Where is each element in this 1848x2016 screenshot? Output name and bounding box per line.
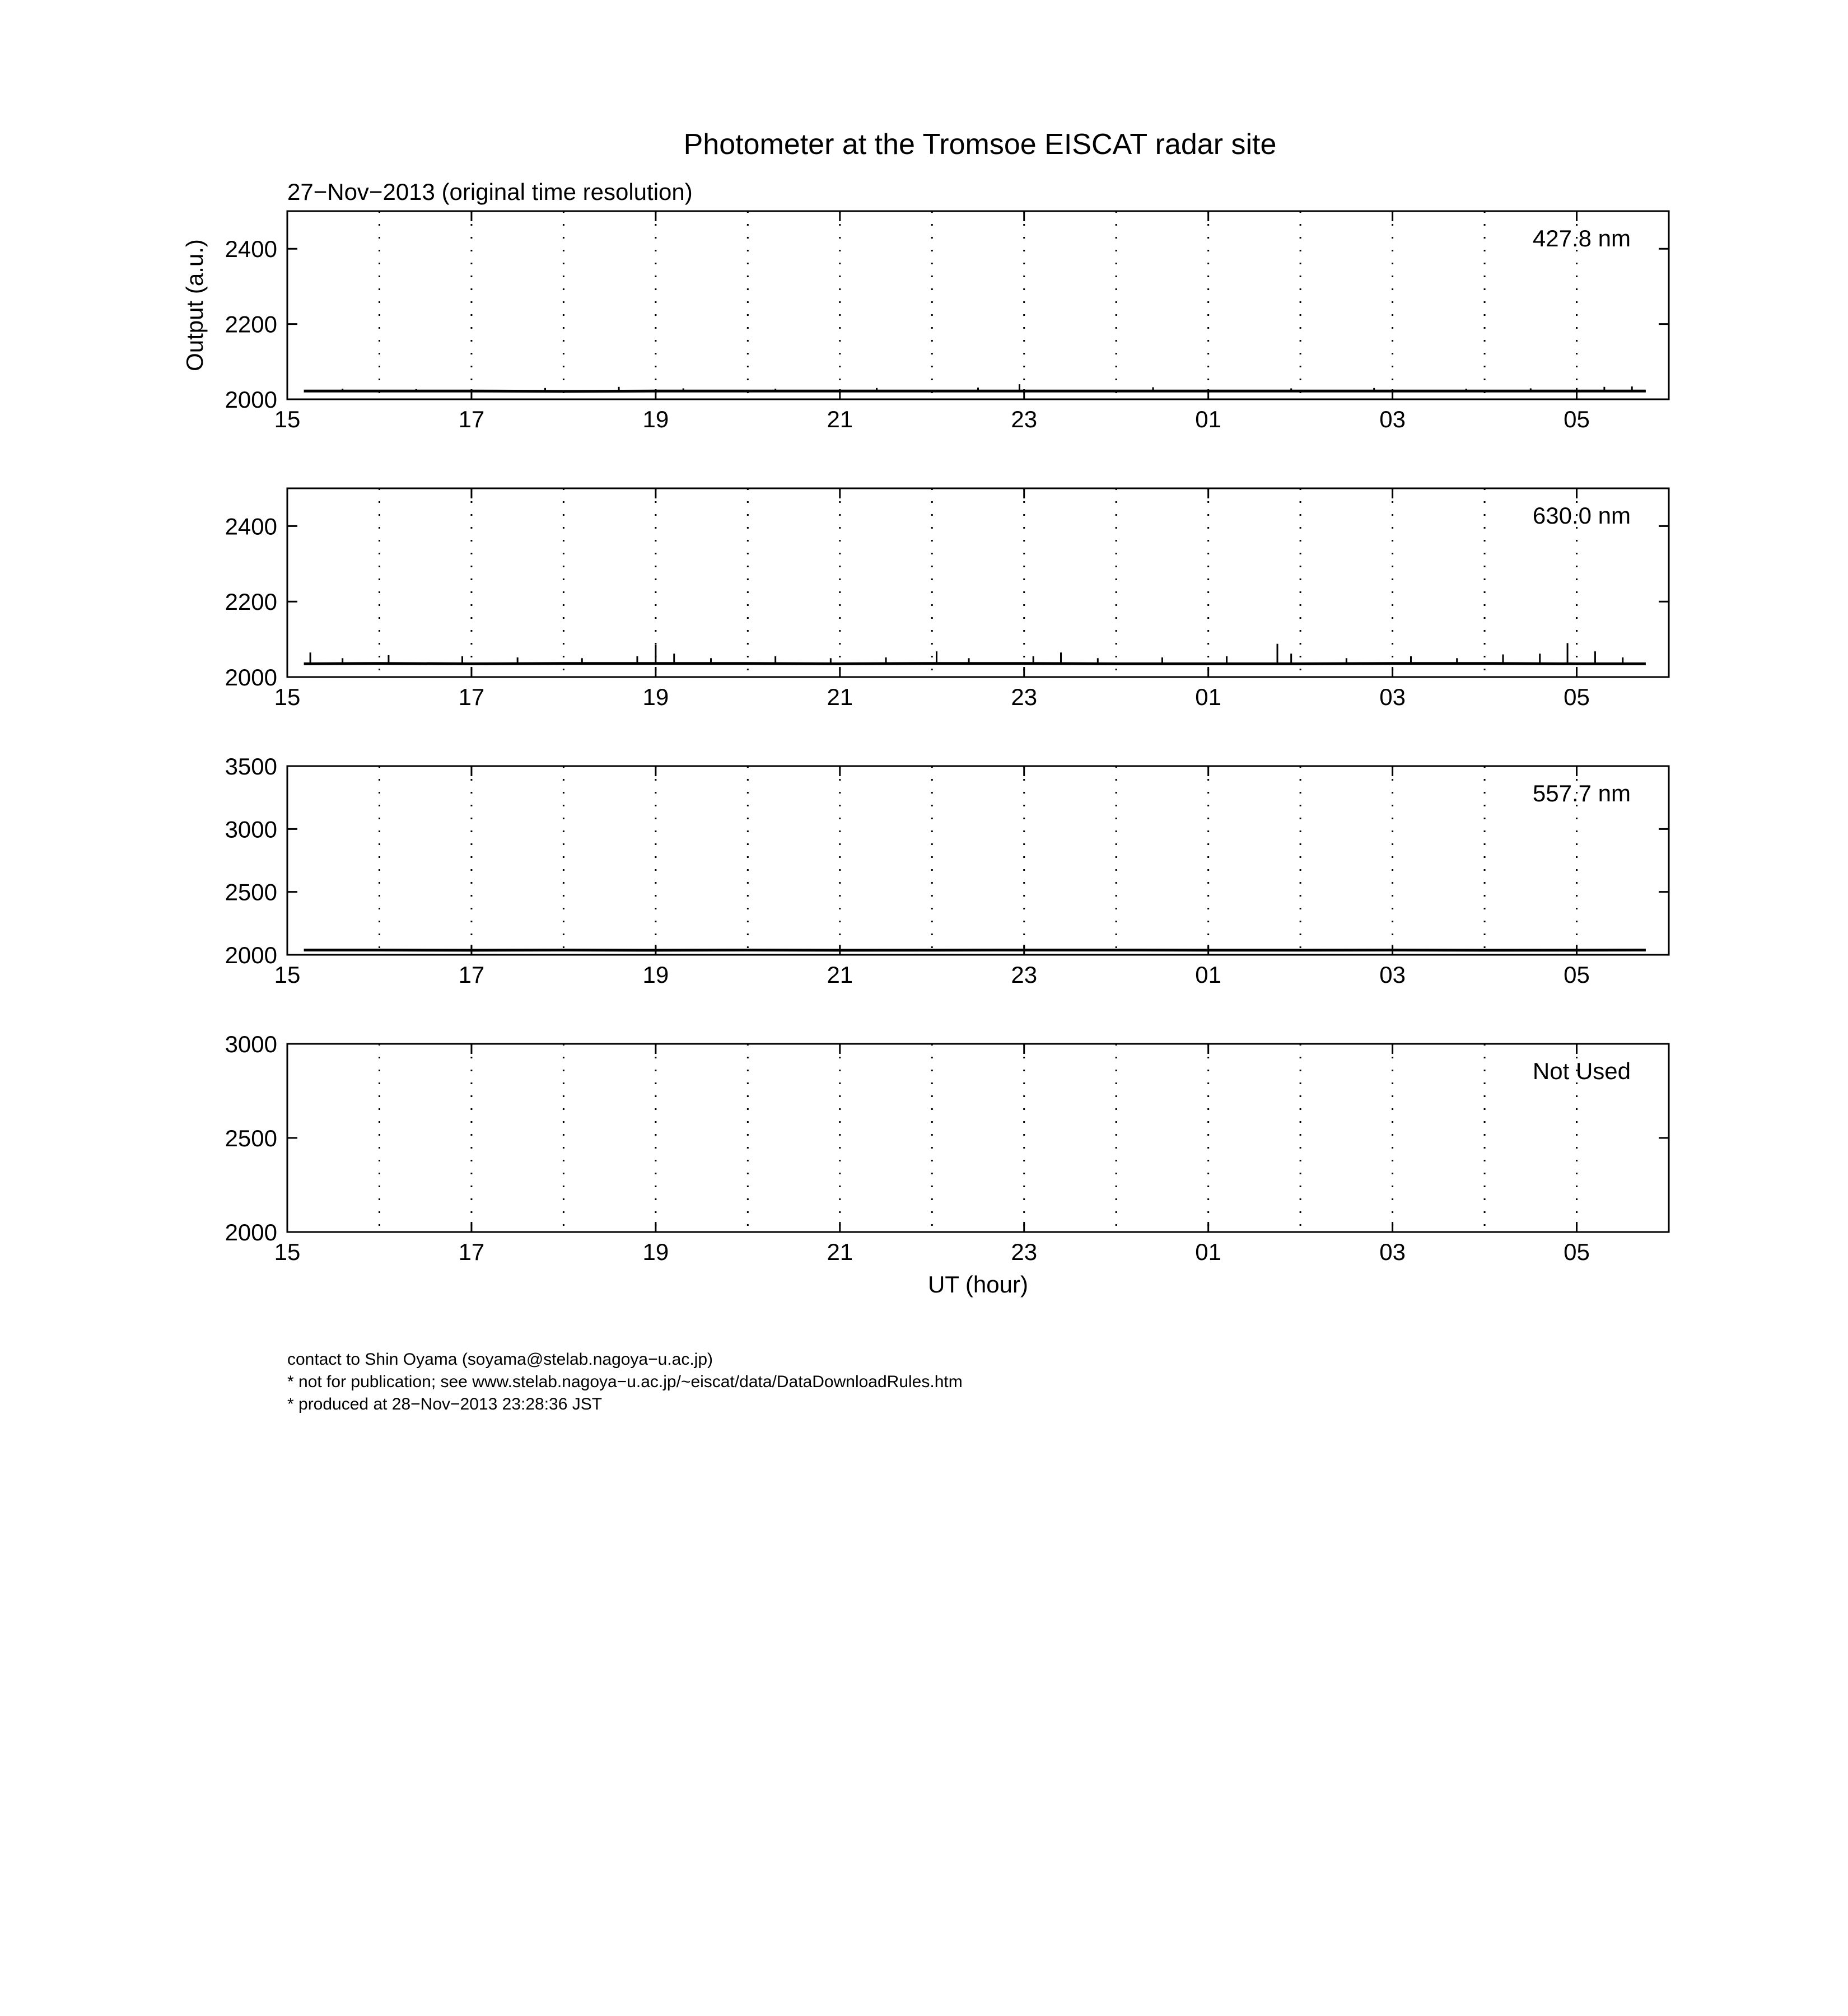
panel-3 <box>225 753 1669 988</box>
x-tick-label: 15 <box>274 406 301 432</box>
panel-1 <box>181 211 1669 432</box>
x-axis-label: UT (hour) <box>928 1271 1028 1298</box>
channel-label: 427.8 nm <box>1532 225 1631 251</box>
x-tick-label: 15 <box>274 962 301 988</box>
plot-frame <box>287 488 1669 677</box>
panel-2 <box>225 488 1669 710</box>
y-tick-label: 2500 <box>225 879 277 906</box>
x-tick-label: 19 <box>642 684 669 710</box>
y-tick-label: 2200 <box>225 311 277 338</box>
x-tick-label: 23 <box>1011 1239 1038 1265</box>
y-axis-label: Output (a.u.) <box>181 239 208 371</box>
channel-label: 557.7 nm <box>1532 780 1631 806</box>
figure-title: Photometer at the Tromsoe EISCAT radar site <box>683 128 1277 161</box>
y-tick-label: 2000 <box>225 664 277 690</box>
x-tick-label: 23 <box>1011 962 1038 988</box>
x-tick-label: 21 <box>827 406 853 432</box>
x-tick-label: 03 <box>1379 684 1406 710</box>
x-tick-label: 03 <box>1379 1239 1406 1265</box>
x-tick-label: 17 <box>458 406 485 432</box>
y-tick-label: 3000 <box>225 816 277 843</box>
x-tick-label: 05 <box>1564 962 1590 988</box>
x-tick-label: 15 <box>274 1239 301 1265</box>
x-tick-label: 01 <box>1195 684 1222 710</box>
figure-subtitle: 27−Nov−2013 (original time resolution) <box>287 179 693 205</box>
x-tick-label: 03 <box>1379 962 1406 988</box>
x-tick-label: 01 <box>1195 1239 1222 1265</box>
plot-frame <box>287 766 1669 955</box>
y-tick-label: 2500 <box>225 1125 277 1151</box>
x-tick-label: 19 <box>642 1239 669 1265</box>
x-tick-label: 21 <box>827 1239 853 1265</box>
x-tick-label: 23 <box>1011 684 1038 710</box>
channel-label: 630.0 nm <box>1532 502 1631 529</box>
x-tick-label: 17 <box>458 1239 485 1265</box>
y-tick-label: 2400 <box>225 513 277 540</box>
y-tick-label: 3500 <box>225 753 277 780</box>
x-tick-label: 23 <box>1011 406 1038 432</box>
x-tick-label: 05 <box>1564 684 1590 710</box>
x-tick-label: 21 <box>827 962 853 988</box>
y-tick-label: 2400 <box>225 236 277 263</box>
x-tick-label: 01 <box>1195 406 1222 432</box>
plot-frame <box>287 1044 1669 1232</box>
y-tick-label: 2200 <box>225 589 277 615</box>
footer-produced-note: * produced at 28−Nov−2013 23:28:36 JST <box>287 1395 603 1413</box>
x-tick-label: 05 <box>1564 406 1590 432</box>
x-tick-label: 01 <box>1195 962 1222 988</box>
plot-frame <box>287 211 1669 399</box>
panel-4 <box>225 1031 1669 1298</box>
y-tick-label: 2000 <box>225 942 277 968</box>
x-tick-label: 17 <box>458 684 485 710</box>
y-tick-label: 2000 <box>225 1219 277 1245</box>
panels-group <box>181 211 1669 1298</box>
x-tick-label: 19 <box>642 406 669 432</box>
x-tick-label: 19 <box>642 962 669 988</box>
footer-rules-note: * not for publication; see www.stelab.nagoya−u.ac.jp/~eiscat/data/DataDownloadRules.htm <box>287 1373 963 1391</box>
y-tick-label: 3000 <box>225 1031 277 1057</box>
y-tick-label: 2000 <box>225 386 277 413</box>
x-tick-label: 05 <box>1564 1239 1590 1265</box>
x-tick-label: 21 <box>827 684 853 710</box>
x-tick-label: 15 <box>274 684 301 710</box>
x-tick-label: 03 <box>1379 406 1406 432</box>
x-tick-label: 17 <box>458 962 485 988</box>
channel-label: Not Used <box>1532 1058 1631 1084</box>
footer-contact: contact to Shin Oyama (soyama@stelab.nagoya−u.ac.jp) <box>287 1350 713 1369</box>
